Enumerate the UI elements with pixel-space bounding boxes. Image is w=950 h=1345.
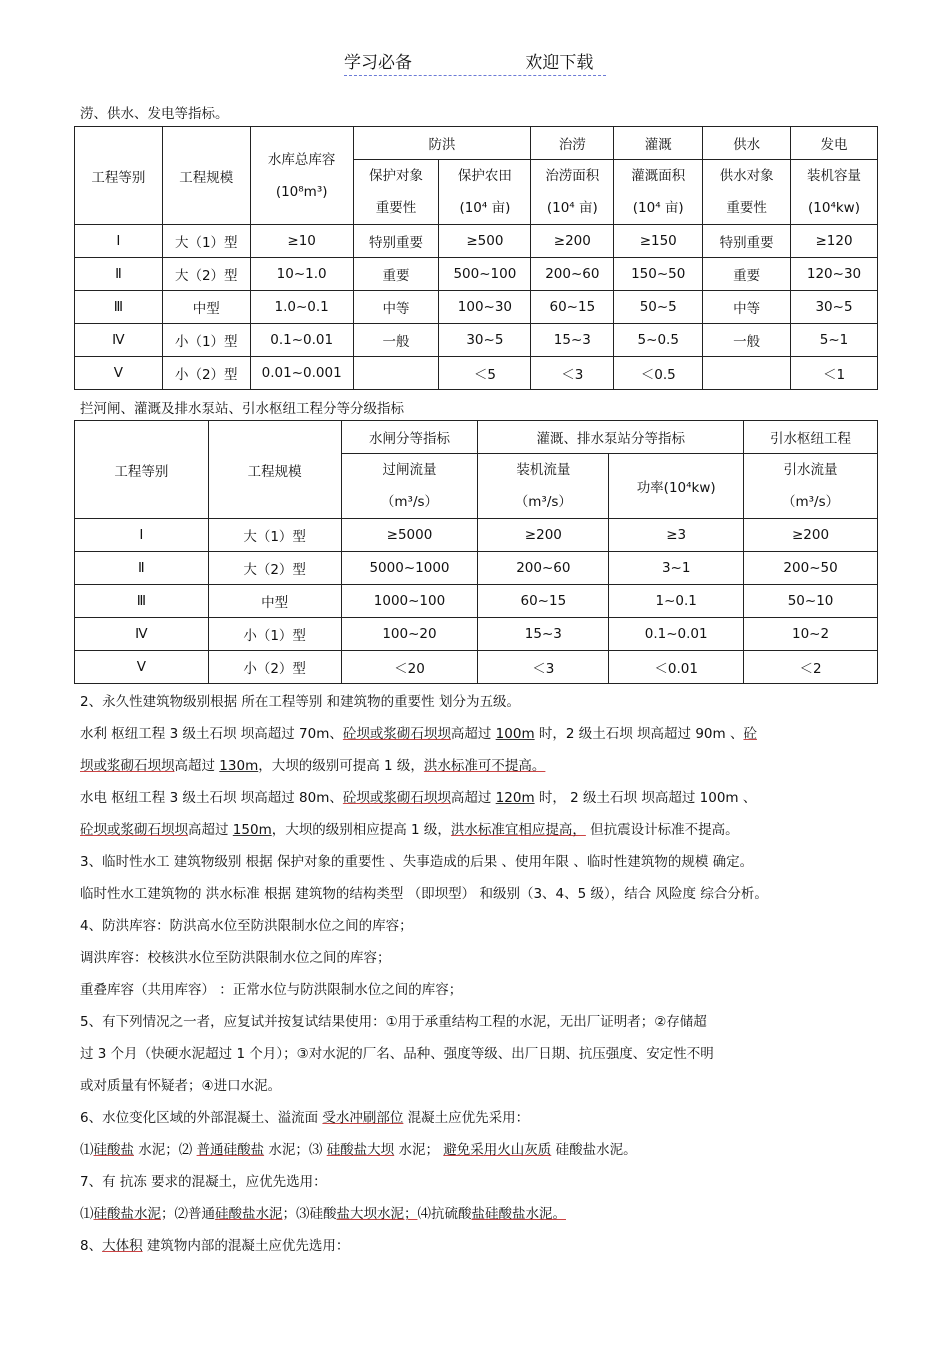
t1-cell: 15~3 (531, 324, 614, 357)
t2-h-pump: 灌溉、排水泵站分等指标 (478, 421, 744, 454)
t1-row (75, 225, 878, 258)
header-right: 欢迎下载 (525, 53, 594, 73)
t1-cell: 特别重要 (353, 225, 439, 258)
t2-cell: 小（1）型 (208, 618, 341, 651)
t1-cell: 中型 (162, 291, 250, 324)
t1-cell: 1.0~0.1 (250, 291, 353, 324)
t1-cell (703, 357, 791, 390)
t1-cell: ≥120 (791, 225, 878, 258)
t1-cell: 100~30 (439, 291, 531, 324)
t2-h-level: 工程等别 (75, 421, 209, 519)
t1-cell: Ⅴ (75, 357, 163, 390)
t1-cell: ＜0.5 (614, 357, 703, 390)
t2-cell: 200~50 (744, 552, 878, 585)
t2-cell: 200~60 (478, 552, 609, 585)
t2-cell: Ⅳ (75, 618, 209, 651)
para-hydro-dam-cont: 坝或浆砌石坝坝高超过 130m，大坝的级别可提高 1 级，洪水标准可不提高。 (80, 758, 546, 774)
t1-cell: 一般 (353, 324, 439, 357)
t1-h-scale: 工程规模 (162, 127, 250, 225)
t1-cell: 30~5 (439, 324, 531, 357)
para-5-b: 过 3 个月（快硬水泥超过 1 个月）；③对水泥的厂名、品种、强度等级、出厂日期、抗压强度、安定性不明 (80, 1046, 714, 1062)
t1-cell: 小（1）型 (162, 324, 250, 357)
t2-cell: Ⅲ (75, 585, 209, 618)
t1-cell: 特别重要 (703, 225, 791, 258)
t1-cell: 5~1 (791, 324, 878, 357)
t2-cell: Ⅰ (75, 519, 209, 552)
t1-cell: 中等 (353, 291, 439, 324)
t2-cell: 3~1 (609, 552, 744, 585)
t2-row (75, 618, 878, 651)
t2-cell: 小（2）型 (208, 651, 341, 684)
t2-cell: 100~20 (341, 618, 478, 651)
t1-h-protect: 保护对象 重要性 (353, 160, 439, 225)
para-7: 7、有 抗冻 要求的混凝土，应优先选用： (80, 1174, 327, 1190)
t1-h-drainarea: 治涝面积 (10⁴ 亩) (531, 160, 614, 225)
para-4-b: 调洪库容：校核洪水位至防洪限制水位之间的库容； (80, 950, 391, 966)
t1-cell: 小（2）型 (162, 357, 250, 390)
t1-cell: 10~1.0 (250, 258, 353, 291)
t1-cell: Ⅰ (75, 225, 163, 258)
t1-row (75, 357, 878, 390)
t2-h-flow: 过闸流量 （m³/s） (341, 454, 478, 519)
para-3-cont: 临时性水工建筑物的 洪水标准 根据 建筑物的结构类型 （即坝型） 和级别（3、4、5 级），结合 风险度 综合分析。 (80, 886, 768, 902)
para-3: 3、临时性水工 建筑物级别 根据 保护对象的重要性 、失事造成的后果 、使用年限 、临时性建筑物的规模 确定。 (80, 854, 754, 870)
t1-cell: 50~5 (614, 291, 703, 324)
t1-cell: 中等 (703, 291, 791, 324)
t1-cell: Ⅳ (75, 324, 163, 357)
t2-row (75, 552, 878, 585)
gate-pump-table (74, 420, 878, 684)
t2-cell: ＜20 (341, 651, 478, 684)
t1-cell: 500~100 (439, 258, 531, 291)
t1-cell (353, 357, 439, 390)
t2-cell: ≥5000 (341, 519, 478, 552)
t2-cell: Ⅴ (75, 651, 209, 684)
para-6-list: ⑴硅酸盐 水泥；⑵ 普通硅酸盐 水泥；⑶ 硅酸盐大坝 水泥； 避免采用火山灰质 硅酸盐水泥。 (80, 1142, 637, 1158)
t1-h-irrarea: 灌溉面积 (10⁴ 亩) (614, 160, 703, 225)
para-2: 2、永久性建筑物级别根据 所在工程等别 和建筑物的重要性 划分为五级。 (80, 694, 520, 710)
para-power-dam: 水电 枢纽工程 3 级土石坝 坝高超过 80m、砼坝或浆砌石坝坝高超过 120m 时， 2 级土石坝 坝高超过 100m 、 (80, 790, 757, 806)
t2-cell: 0.1~0.01 (609, 618, 744, 651)
t2-cell: 1000~100 (341, 585, 478, 618)
t1-h-irr: 灌溉 (614, 127, 703, 160)
t2-h-gate: 水闸分等指标 (341, 421, 478, 454)
t1-h-level: 工程等别 (75, 127, 163, 225)
t2-h-inst: 装机流量 （m³/s） (478, 454, 609, 519)
t2-row (75, 651, 878, 684)
t2-h-power: 功率(10⁴kw) (609, 454, 744, 519)
para-4: 4、防洪库容：防洪高水位至防洪限制水位之间的库容； (80, 918, 413, 934)
t2-cell: 大（1）型 (208, 519, 341, 552)
para-5-c: 或对质量有怀疑者；④进口水泥。 (80, 1078, 282, 1094)
t1-cell: 重要 (703, 258, 791, 291)
t2-cell: 5000~1000 (341, 552, 478, 585)
t1-h-supply: 供水 (703, 127, 791, 160)
t2-cell: 15~3 (478, 618, 609, 651)
para-7-list: ⑴硅酸盐水泥；⑵普通硅酸盐水泥；⑶硅酸盐大坝水泥；⑷抗硫酸盐硅酸盐水泥。 (80, 1206, 566, 1222)
t1-h-power: 发电 (791, 127, 878, 160)
t2-cell: 50~10 (744, 585, 878, 618)
t2-cell: ＜3 (478, 651, 609, 684)
t1-cell: 大（2）型 (162, 258, 250, 291)
t2-cell: 10~2 (744, 618, 878, 651)
t2-cell: Ⅱ (75, 552, 209, 585)
para-4-c: 重叠库容（共用库容） ：正常水位与防洪限制水位之间的库容； (80, 982, 463, 998)
t1-cell: ＜5 (439, 357, 531, 390)
t2-cell: ＜2 (744, 651, 878, 684)
t1-cell: 5~0.5 (614, 324, 703, 357)
t1-cell: ≥10 (250, 225, 353, 258)
t1-cell: 0.01~0.001 (250, 357, 353, 390)
t1-cell: 120~30 (791, 258, 878, 291)
t1-row (75, 291, 878, 324)
t1-h-farm: 保护农田 (10⁴ 亩) (439, 160, 531, 225)
para-8: 8、大体积 建筑物内部的混凝土应优先选用： (80, 1238, 350, 1254)
t1-cell: 0.1~0.01 (250, 324, 353, 357)
t2-cell: ≥3 (609, 519, 744, 552)
t2-cell: ≥200 (478, 519, 609, 552)
t1-cell: ≥200 (531, 225, 614, 258)
t2-h-dflow: 引水流量 （m³/s） (744, 454, 878, 519)
t1-row (75, 324, 878, 357)
t1-h-flood: 防洪 (353, 127, 531, 160)
t2-h-scale: 工程规模 (208, 421, 341, 519)
t1-h-supplyobj: 供水对象 重要性 (703, 160, 791, 225)
t2-cell: ＜0.01 (609, 651, 744, 684)
t1-cell: 30~5 (791, 291, 878, 324)
t2-cell: 60~15 (478, 585, 609, 618)
t2-h-divert: 引水枢纽工程 (744, 421, 878, 454)
t1-cell: ＜3 (531, 357, 614, 390)
t2-row (75, 519, 878, 552)
t2-cell: ≥200 (744, 519, 878, 552)
t2-cell: 大（2）型 (208, 552, 341, 585)
header-left: 学习必备 (344, 53, 412, 73)
t1-cell: Ⅱ (75, 258, 163, 291)
para-5: 5、有下列情况之一者，应复试并按复试结果使用：①用于承重结构工程的水泥，无出厂证明者；②存储超 (80, 1014, 707, 1030)
t2-cell: 中型 (208, 585, 341, 618)
project-grade-table (74, 126, 878, 390)
t2-row (75, 585, 878, 618)
t1-cell: ＜1 (791, 357, 878, 390)
caption-2: 拦河闸、灌溉及排水泵站、引水枢纽工程分等分级指标 (80, 401, 404, 417)
t1-cell: 一般 (703, 324, 791, 357)
t1-cell: 150~50 (614, 258, 703, 291)
t1-cell: 重要 (353, 258, 439, 291)
para-6: 6、水位变化区域的外部混凝土、溢流面 受水冲刷部位 混凝土应优先采用： (80, 1110, 530, 1126)
t1-cell: ≥150 (614, 225, 703, 258)
t1-cell: 大（1）型 (162, 225, 250, 258)
t1-cell: Ⅲ (75, 291, 163, 324)
t1-cell: 200~60 (531, 258, 614, 291)
t2-cell: 1~0.1 (609, 585, 744, 618)
t1-h-drain: 治涝 (531, 127, 614, 160)
caption-1: 涝、供水、发电等指标。 (80, 106, 229, 122)
para-hydro-dam: 水利 枢纽工程 3 级土石坝 坝高超过 70m、砼坝或浆砌石坝坝高超过 100m 时，2 级土石坝 坝高超过 90m 、砼 (80, 726, 757, 742)
t1-cell: 60~15 (531, 291, 614, 324)
t1-row (75, 258, 878, 291)
t1-h-installed: 装机容量 (10⁴kw) (791, 160, 878, 225)
page-header (344, 48, 606, 76)
t1-cell: ≥500 (439, 225, 531, 258)
t1-h-capacity: 水库总库容 (10⁸m³) (250, 127, 353, 225)
para-power-dam-cont: 砼坝或浆砌石坝坝高超过 150m，大坝的级别相应提高 1 级，洪水标准宜相应提高， 但抗震设计标准不提高。 (80, 822, 739, 838)
body-text (80, 686, 875, 1262)
